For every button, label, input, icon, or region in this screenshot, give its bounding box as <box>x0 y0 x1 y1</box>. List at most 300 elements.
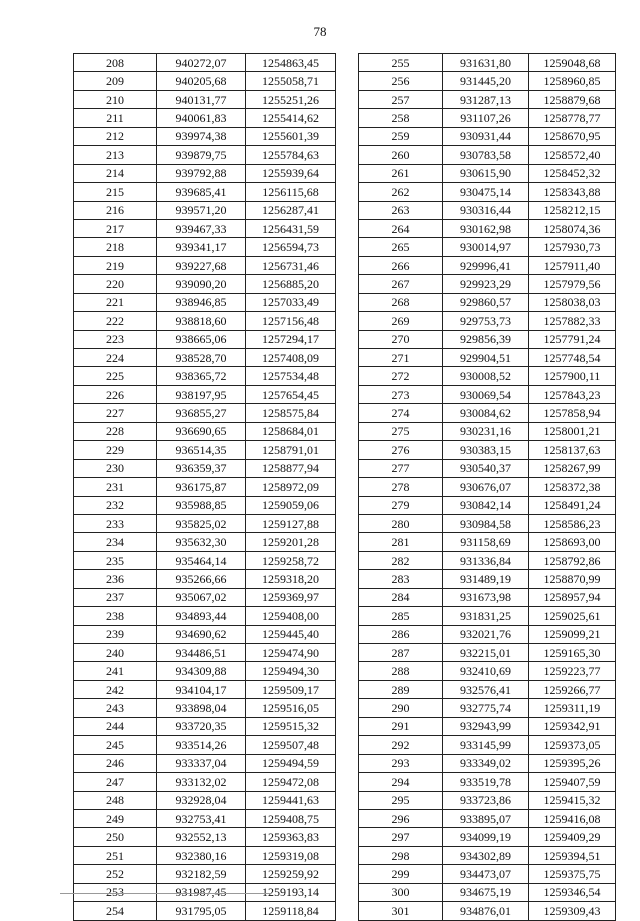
point-number-cell: 231 <box>74 478 157 496</box>
x-coordinate-cell: 930931,44 <box>443 127 529 145</box>
y-coordinate-cell: 1257534,48 <box>246 367 336 385</box>
y-coordinate-cell: 1259395,26 <box>529 754 616 772</box>
y-coordinate-cell: 1255784,63 <box>246 146 336 164</box>
table-row <box>74 588 336 606</box>
x-coordinate-cell: 935464,14 <box>157 551 246 569</box>
point-number-cell: 212 <box>74 127 157 145</box>
x-coordinate-cell: 939227,68 <box>157 256 246 274</box>
y-coordinate-cell: 1257748,54 <box>529 349 616 367</box>
y-coordinate-cell: 1259266,77 <box>529 680 616 698</box>
y-coordinate-cell: 1259375,75 <box>529 865 616 883</box>
table-row <box>74 164 336 182</box>
y-coordinate-cell: 1256731,46 <box>246 256 336 274</box>
point-number-cell: 276 <box>359 441 443 459</box>
table-row <box>359 699 616 717</box>
page-number: 78 <box>313 24 327 39</box>
y-coordinate-cell: 1259408,00 <box>246 607 336 625</box>
y-coordinate-cell: 1259127,88 <box>246 514 336 532</box>
point-number-cell: 213 <box>74 146 157 164</box>
table-row <box>359 238 616 256</box>
point-number-cell: 286 <box>359 625 443 643</box>
table-row <box>74 367 336 385</box>
point-number-cell: 234 <box>74 533 157 551</box>
y-coordinate-cell: 1259099,21 <box>529 625 616 643</box>
point-number-cell: 238 <box>74 607 157 625</box>
table-row <box>359 514 616 532</box>
y-coordinate-cell: 1259441,63 <box>246 791 336 809</box>
y-coordinate-cell: 1258001,21 <box>529 422 616 440</box>
x-coordinate-cell: 932775,74 <box>443 699 529 717</box>
table-row <box>74 441 336 459</box>
y-coordinate-cell: 1255414,62 <box>246 109 336 127</box>
x-coordinate-cell: 930783,58 <box>443 146 529 164</box>
table-row <box>359 625 616 643</box>
x-coordinate-cell: 940205,68 <box>157 72 246 90</box>
table-row <box>359 588 616 606</box>
y-coordinate-cell: 1259474,90 <box>246 644 336 662</box>
y-coordinate-cell: 1257911,40 <box>529 256 616 274</box>
x-coordinate-cell: 935825,02 <box>157 514 246 532</box>
table-row <box>74 680 336 698</box>
y-coordinate-cell: 1259118,84 <box>246 902 336 920</box>
x-coordinate-cell: 930615,90 <box>443 164 529 182</box>
table-row <box>359 717 616 735</box>
y-coordinate-cell: 1259318,20 <box>246 570 336 588</box>
table-row <box>359 330 616 348</box>
point-number-cell: 266 <box>359 256 443 274</box>
y-coordinate-cell: 1258684,01 <box>246 422 336 440</box>
x-coordinate-cell: 931987,45 <box>157 883 246 901</box>
x-coordinate-cell: 931489,19 <box>443 570 529 588</box>
point-number-cell: 293 <box>359 754 443 772</box>
table-row <box>74 275 336 293</box>
x-coordinate-cell: 931631,80 <box>443 54 529 72</box>
x-coordinate-cell: 934473,07 <box>443 865 529 883</box>
point-number-cell: 235 <box>74 551 157 569</box>
y-coordinate-cell: 1258670,95 <box>529 127 616 145</box>
y-coordinate-cell: 1259515,32 <box>246 717 336 735</box>
point-number-cell: 229 <box>74 441 157 459</box>
x-coordinate-cell: 933514,26 <box>157 736 246 754</box>
x-coordinate-cell: 938946,85 <box>157 293 246 311</box>
x-coordinate-cell: 939792,88 <box>157 164 246 182</box>
y-coordinate-cell: 1259373,05 <box>529 736 616 754</box>
point-number-cell: 208 <box>74 54 157 72</box>
table-row <box>359 219 616 237</box>
x-coordinate-cell: 933132,02 <box>157 773 246 791</box>
x-coordinate-cell: 938528,70 <box>157 349 246 367</box>
point-number-cell: 263 <box>359 201 443 219</box>
x-coordinate-cell: 933349,02 <box>443 754 529 772</box>
x-coordinate-cell: 932215,01 <box>443 644 529 662</box>
x-coordinate-cell: 929860,57 <box>443 293 529 311</box>
table-row <box>359 865 616 883</box>
x-coordinate-cell: 934876,01 <box>443 902 529 920</box>
table-row <box>74 109 336 127</box>
y-coordinate-cell: 1256115,68 <box>246 183 336 201</box>
point-number-cell: 271 <box>359 349 443 367</box>
x-coordinate-cell: 938665,06 <box>157 330 246 348</box>
y-coordinate-cell: 1256594,73 <box>246 238 336 256</box>
point-number-cell: 246 <box>74 754 157 772</box>
point-number-cell: 251 <box>74 846 157 864</box>
x-coordinate-cell: 930984,58 <box>443 514 529 532</box>
table-row <box>359 201 616 219</box>
table-row <box>74 570 336 588</box>
y-coordinate-cell: 1258870,99 <box>529 570 616 588</box>
x-coordinate-cell: 939090,20 <box>157 275 246 293</box>
table-row <box>359 127 616 145</box>
coordinates-table-left <box>73 53 336 921</box>
x-coordinate-cell: 938197,95 <box>157 385 246 403</box>
point-number-cell: 253 <box>74 883 157 901</box>
table-row <box>359 809 616 827</box>
point-number-cell: 237 <box>74 588 157 606</box>
x-coordinate-cell: 939571,20 <box>157 201 246 219</box>
point-number-cell: 300 <box>359 883 443 901</box>
point-number-cell: 259 <box>359 127 443 145</box>
x-coordinate-cell: 940131,77 <box>157 90 246 108</box>
point-number-cell: 249 <box>74 809 157 827</box>
table-row <box>359 644 616 662</box>
table-row <box>74 773 336 791</box>
y-coordinate-cell: 1259416,08 <box>529 809 616 827</box>
x-coordinate-cell: 932552,13 <box>157 828 246 846</box>
y-coordinate-cell: 1259193,14 <box>246 883 336 901</box>
table-row <box>74 846 336 864</box>
point-number-cell: 242 <box>74 680 157 698</box>
x-coordinate-cell: 934486,51 <box>157 644 246 662</box>
y-coordinate-cell: 1259409,29 <box>529 828 616 846</box>
y-coordinate-cell: 1259311,19 <box>529 699 616 717</box>
table-row <box>359 570 616 588</box>
table-row <box>359 349 616 367</box>
point-number-cell: 278 <box>359 478 443 496</box>
point-number-cell: 243 <box>74 699 157 717</box>
table-row <box>359 736 616 754</box>
table-row <box>74 496 336 514</box>
point-number-cell: 267 <box>359 275 443 293</box>
table-row <box>359 256 616 274</box>
y-coordinate-cell: 1256431,59 <box>246 219 336 237</box>
point-number-cell: 248 <box>74 791 157 809</box>
y-coordinate-cell: 1257654,45 <box>246 385 336 403</box>
x-coordinate-cell: 936514,35 <box>157 441 246 459</box>
point-number-cell: 299 <box>359 865 443 883</box>
table-row <box>359 275 616 293</box>
x-coordinate-cell: 933519,78 <box>443 773 529 791</box>
table-row <box>359 164 616 182</box>
table-row <box>359 367 616 385</box>
x-coordinate-cell: 931287,13 <box>443 90 529 108</box>
point-number-cell: 227 <box>74 404 157 422</box>
table-row <box>74 293 336 311</box>
point-number-cell: 261 <box>359 164 443 182</box>
table-row <box>359 754 616 772</box>
point-number-cell: 292 <box>359 736 443 754</box>
x-coordinate-cell: 939341,17 <box>157 238 246 256</box>
x-coordinate-cell: 934690,62 <box>157 625 246 643</box>
table-row <box>359 90 616 108</box>
point-number-cell: 214 <box>74 164 157 182</box>
x-coordinate-cell: 930014,97 <box>443 238 529 256</box>
point-number-cell: 222 <box>74 312 157 330</box>
x-coordinate-cell: 933720,35 <box>157 717 246 735</box>
x-coordinate-cell: 930383,15 <box>443 441 529 459</box>
y-coordinate-cell: 1254863,45 <box>246 54 336 72</box>
x-coordinate-cell: 932576,41 <box>443 680 529 698</box>
x-coordinate-cell: 934675,19 <box>443 883 529 901</box>
x-coordinate-cell: 932928,04 <box>157 791 246 809</box>
x-coordinate-cell: 930008,52 <box>443 367 529 385</box>
x-coordinate-cell: 934893,44 <box>157 607 246 625</box>
table-row <box>74 72 336 90</box>
x-coordinate-cell: 936359,37 <box>157 459 246 477</box>
y-coordinate-cell: 1259201,28 <box>246 533 336 551</box>
footer-rule <box>60 893 270 894</box>
y-coordinate-cell: 1259507,48 <box>246 736 336 754</box>
point-number-cell: 236 <box>74 570 157 588</box>
x-coordinate-cell: 931673,98 <box>443 588 529 606</box>
table-row <box>74 201 336 219</box>
x-coordinate-cell: 939974,38 <box>157 127 246 145</box>
x-coordinate-cell: 930162,98 <box>443 219 529 237</box>
point-number-cell: 296 <box>359 809 443 827</box>
point-number-cell: 223 <box>74 330 157 348</box>
y-coordinate-cell: 1259363,83 <box>246 828 336 846</box>
point-number-cell: 260 <box>359 146 443 164</box>
point-number-cell: 215 <box>74 183 157 201</box>
y-coordinate-cell: 1255939,64 <box>246 164 336 182</box>
x-coordinate-cell: 931795,05 <box>157 902 246 920</box>
point-number-cell: 297 <box>359 828 443 846</box>
y-coordinate-cell: 1258372,38 <box>529 478 616 496</box>
table-row <box>359 828 616 846</box>
x-coordinate-cell: 931158,69 <box>443 533 529 551</box>
x-coordinate-cell: 935067,02 <box>157 588 246 606</box>
x-coordinate-cell: 939879,75 <box>157 146 246 164</box>
y-coordinate-cell: 1259407,59 <box>529 773 616 791</box>
y-coordinate-cell: 1258972,09 <box>246 478 336 496</box>
y-coordinate-cell: 1259408,75 <box>246 809 336 827</box>
x-coordinate-cell: 930316,44 <box>443 201 529 219</box>
table-row <box>359 607 616 625</box>
y-coordinate-cell: 1259223,77 <box>529 662 616 680</box>
point-number-cell: 240 <box>74 644 157 662</box>
table-row <box>74 865 336 883</box>
x-coordinate-cell: 930540,37 <box>443 459 529 477</box>
y-coordinate-cell: 1257791,24 <box>529 330 616 348</box>
x-coordinate-cell: 935988,85 <box>157 496 246 514</box>
y-coordinate-cell: 1258038,03 <box>529 293 616 311</box>
table-row <box>74 625 336 643</box>
y-coordinate-cell: 1255601,39 <box>246 127 336 145</box>
x-coordinate-cell: 931445,20 <box>443 72 529 90</box>
coordinates-table-right <box>358 53 616 921</box>
point-number-cell: 275 <box>359 422 443 440</box>
x-coordinate-cell: 929996,41 <box>443 256 529 274</box>
table-row <box>74 422 336 440</box>
x-coordinate-cell: 930069,54 <box>443 385 529 403</box>
point-number-cell: 220 <box>74 275 157 293</box>
y-coordinate-cell: 1257156,48 <box>246 312 336 330</box>
table-row <box>74 146 336 164</box>
table-row <box>74 54 336 72</box>
x-coordinate-cell: 933337,04 <box>157 754 246 772</box>
y-coordinate-cell: 1259059,06 <box>246 496 336 514</box>
point-number-cell: 256 <box>359 72 443 90</box>
table-row <box>74 644 336 662</box>
point-number-cell: 232 <box>74 496 157 514</box>
x-coordinate-cell: 931107,26 <box>443 109 529 127</box>
table-row <box>359 478 616 496</box>
y-coordinate-cell: 1257858,94 <box>529 404 616 422</box>
y-coordinate-cell: 1259394,51 <box>529 846 616 864</box>
table-row <box>74 533 336 551</box>
point-number-cell: 244 <box>74 717 157 735</box>
table-row <box>74 551 336 569</box>
y-coordinate-cell: 1258452,32 <box>529 164 616 182</box>
x-coordinate-cell: 938365,72 <box>157 367 246 385</box>
table-row <box>359 441 616 459</box>
point-number-cell: 241 <box>74 662 157 680</box>
point-number-cell: 221 <box>74 293 157 311</box>
y-coordinate-cell: 1259346,54 <box>529 883 616 901</box>
x-coordinate-cell: 934309,88 <box>157 662 246 680</box>
x-coordinate-cell: 935632,30 <box>157 533 246 551</box>
table-row <box>74 699 336 717</box>
point-number-cell: 281 <box>359 533 443 551</box>
x-coordinate-cell: 930084,62 <box>443 404 529 422</box>
point-number-cell: 250 <box>74 828 157 846</box>
y-coordinate-cell: 1255058,71 <box>246 72 336 90</box>
x-coordinate-cell: 932021,76 <box>443 625 529 643</box>
table-row <box>74 902 336 920</box>
y-coordinate-cell: 1257900,11 <box>529 367 616 385</box>
y-coordinate-cell: 1257033,49 <box>246 293 336 311</box>
y-coordinate-cell: 1258343,88 <box>529 183 616 201</box>
point-number-cell: 291 <box>359 717 443 735</box>
point-number-cell: 257 <box>359 90 443 108</box>
point-number-cell: 239 <box>74 625 157 643</box>
point-number-cell: 252 <box>74 865 157 883</box>
y-coordinate-cell: 1258960,85 <box>529 72 616 90</box>
x-coordinate-cell: 931831,25 <box>443 607 529 625</box>
x-coordinate-cell: 929923,29 <box>443 275 529 293</box>
point-number-cell: 289 <box>359 680 443 698</box>
point-number-cell: 228 <box>74 422 157 440</box>
table-row <box>74 312 336 330</box>
y-coordinate-cell: 1259369,97 <box>246 588 336 606</box>
y-coordinate-cell: 1257408,09 <box>246 349 336 367</box>
x-coordinate-cell: 939685,41 <box>157 183 246 201</box>
y-coordinate-cell: 1255251,26 <box>246 90 336 108</box>
y-coordinate-cell: 1258792,86 <box>529 551 616 569</box>
point-number-cell: 230 <box>74 459 157 477</box>
point-number-cell: 224 <box>74 349 157 367</box>
point-number-cell: 265 <box>359 238 443 256</box>
point-number-cell: 295 <box>359 791 443 809</box>
point-number-cell: 294 <box>359 773 443 791</box>
table-row <box>359 883 616 901</box>
point-number-cell: 274 <box>359 404 443 422</box>
point-number-cell: 290 <box>359 699 443 717</box>
table-row <box>359 293 616 311</box>
x-coordinate-cell: 936690,65 <box>157 422 246 440</box>
x-coordinate-cell: 934104,17 <box>157 680 246 698</box>
point-number-cell: 282 <box>359 551 443 569</box>
x-coordinate-cell: 930676,07 <box>443 478 529 496</box>
x-coordinate-cell: 933723,86 <box>443 791 529 809</box>
y-coordinate-cell: 1258575,84 <box>246 404 336 422</box>
x-coordinate-cell: 933898,04 <box>157 699 246 717</box>
x-coordinate-cell: 932753,41 <box>157 809 246 827</box>
table-row <box>359 791 616 809</box>
x-coordinate-cell: 934302,89 <box>443 846 529 864</box>
point-number-cell: 273 <box>359 385 443 403</box>
table-row <box>74 514 336 532</box>
y-coordinate-cell: 1258212,15 <box>529 201 616 219</box>
y-coordinate-cell: 1258778,77 <box>529 109 616 127</box>
point-number-cell: 255 <box>359 54 443 72</box>
y-coordinate-cell: 1258957,94 <box>529 588 616 606</box>
point-number-cell: 298 <box>359 846 443 864</box>
point-number-cell: 210 <box>74 90 157 108</box>
y-coordinate-cell: 1258879,68 <box>529 90 616 108</box>
y-coordinate-cell: 1259494,59 <box>246 754 336 772</box>
y-coordinate-cell: 1259516,05 <box>246 699 336 717</box>
y-coordinate-cell: 1259048,68 <box>529 54 616 72</box>
y-coordinate-cell: 1259445,40 <box>246 625 336 643</box>
point-number-cell: 301 <box>359 902 443 920</box>
y-coordinate-cell: 1258877,94 <box>246 459 336 477</box>
table-row <box>74 662 336 680</box>
y-coordinate-cell: 1259309,43 <box>529 902 616 920</box>
point-number-cell: 279 <box>359 496 443 514</box>
y-coordinate-cell: 1257930,73 <box>529 238 616 256</box>
table-row <box>359 496 616 514</box>
point-number-cell: 226 <box>74 385 157 403</box>
y-coordinate-cell: 1259319,08 <box>246 846 336 864</box>
table-row <box>359 72 616 90</box>
y-coordinate-cell: 1259472,08 <box>246 773 336 791</box>
table-row <box>74 459 336 477</box>
table-row <box>74 127 336 145</box>
x-coordinate-cell: 930475,14 <box>443 183 529 201</box>
x-coordinate-cell: 931336,84 <box>443 551 529 569</box>
y-coordinate-cell: 1258693,00 <box>529 533 616 551</box>
table-row <box>74 219 336 237</box>
point-number-cell: 219 <box>74 256 157 274</box>
point-number-cell: 270 <box>359 330 443 348</box>
point-number-cell: 262 <box>359 183 443 201</box>
table-row <box>359 146 616 164</box>
point-number-cell: 211 <box>74 109 157 127</box>
point-number-cell: 264 <box>359 219 443 237</box>
table-row <box>359 385 616 403</box>
y-coordinate-cell: 1257979,56 <box>529 275 616 293</box>
x-coordinate-cell: 933145,99 <box>443 736 529 754</box>
table-row <box>74 791 336 809</box>
point-number-cell: 277 <box>359 459 443 477</box>
y-coordinate-cell: 1259509,17 <box>246 680 336 698</box>
y-coordinate-cell: 1258267,99 <box>529 459 616 477</box>
table-row <box>74 607 336 625</box>
y-coordinate-cell: 1258791,01 <box>246 441 336 459</box>
point-number-cell: 269 <box>359 312 443 330</box>
table-row <box>74 349 336 367</box>
table-row <box>74 238 336 256</box>
